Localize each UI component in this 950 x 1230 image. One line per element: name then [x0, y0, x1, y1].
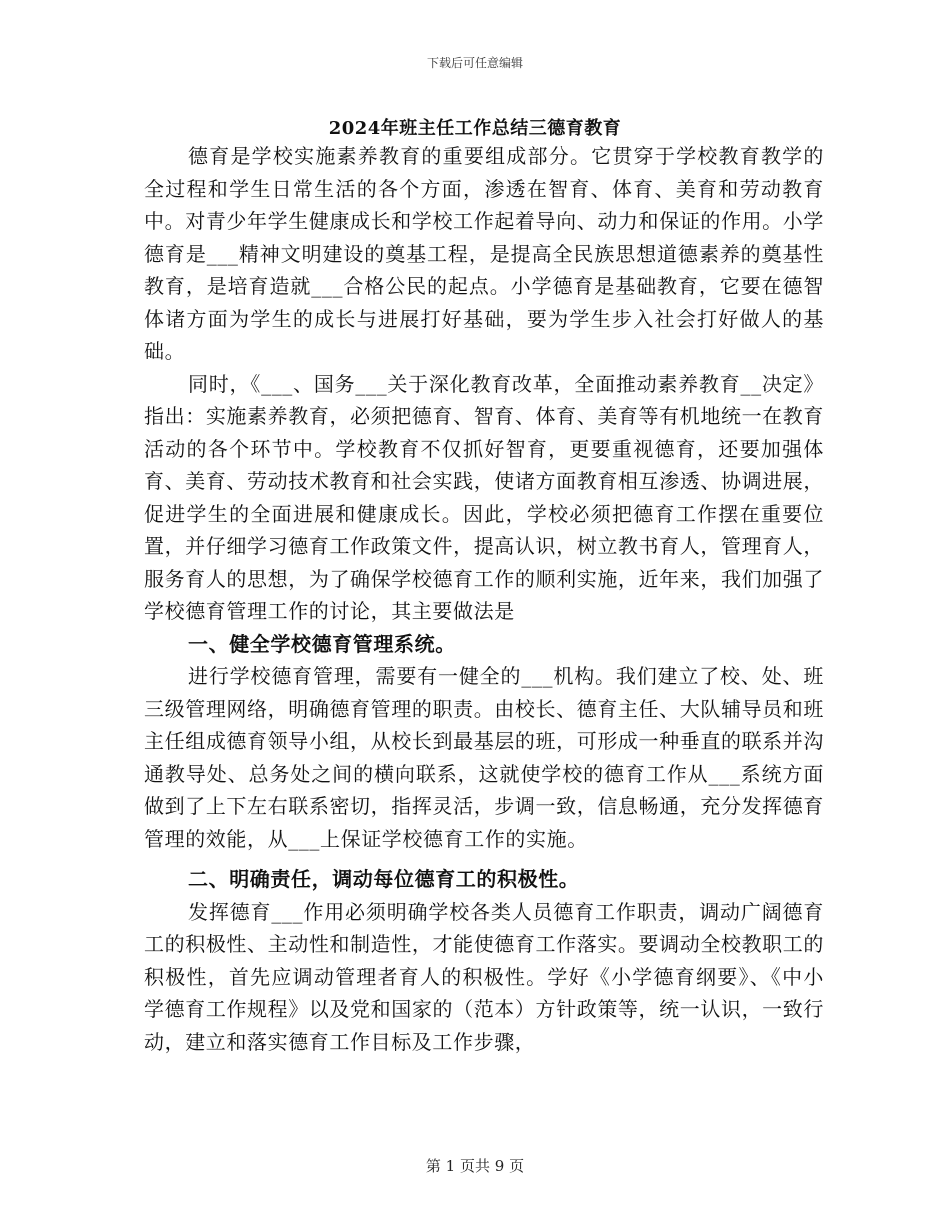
header-note: 下载后可任意编辑 — [426, 56, 523, 70]
section-heading-1: 一、健全学校德育管理系统。 — [188, 631, 456, 656]
document-body — [144, 140, 824, 1058]
section-paragraph-1: 进行学校德育管理，需要有一健全的___机构。我们建立了校、处、班三级管理网络，明确德育管理的职责。由校长、德育主任、大队辅导员和班主任组成德育领导小组，从校长到最基层的班，可形成一种垂直的联系并沟通教导处、总务处之间的横向联系，这就使学校的德育工作从___系统方面做到了上下左右联系密切，指挥灵活，步调一致，信息畅通，充分发挥德育管理的效能，从___上保证学校德育工作的实施。 — [144, 664, 824, 851]
page-number: 第 1 页共 9 页 — [425, 1157, 525, 1175]
paragraph-policy: 同时，《___、国务___关于深化教育改革，全面推动素养教育__决定》指出：实施素养教育，必须把德育、智育、体育、美育等有机地统一在教育活动的各个环节中。学校教育不仅抓好智育，更要重视德育，还要加强体育、美育、劳动技术教育和社会实践，使诸方面教育相互渗透、协调进展，促进学生的全面进展和健康成长。因此，学校必须把德育工作摆在重要位置，并仔细学习德育工作政策文件，提高认识，树立教书育人，管理育人，服务育人的思想，为了确保学校德育工作的顺利实施，近年来，我们加强了学校德育管理工作的讨论，其主要做法是 — [144, 371, 824, 623]
document-title: 2024年班主任工作总结三德育教育 — [328, 118, 622, 139]
paragraph-intro: 德育是学校实施素养教育的重要组成部分。它贯穿于学校教育教学的全过程和学生日常生活的各个方面，渗透在智育、体育、美育和劳动教育中。对青少年学生健康成长和学校工作起着导向、动力和保证的作用。小学德育是___精神文明建设的奠基工程，是提高全民族思想道德素养的奠基性教育，是培育造就___合格公民的起点。小学德育是基础教育，它要在德智体诸方面为学生的成长与进展打好基础，要为学生步入社会打好做人的基础。 — [144, 144, 824, 363]
section-paragraph-2: 发挥德育___作用必须明确学校各类人员德育工作职责，调动广阔德育工的积极性、主动性和制造性，才能使德育工作落实。要调动全校教职工的积极性，首先应调动管理者育人的积极性。学好《小学德育纲要》、《中小学德育工作规程》以及党和国家的（范本）方针政策等，统一认识，一致行动，建立和落实德育工作目标及工作步骤， — [144, 899, 824, 1054]
section-heading-2: 二、明确责任，调动每位德育工的积极性。 — [188, 867, 580, 891]
